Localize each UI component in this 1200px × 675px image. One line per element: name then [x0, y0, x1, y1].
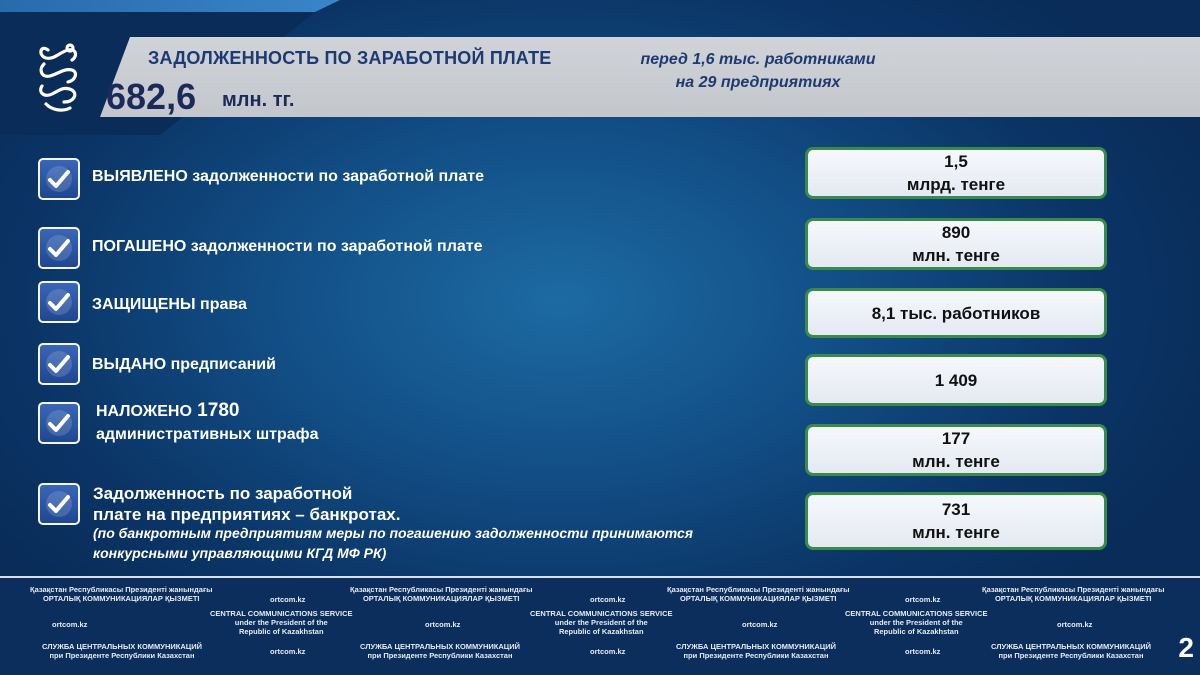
- footer-site-link[interactable]: ortcom.kz: [590, 647, 626, 656]
- value-repaid-number: 890: [941, 223, 971, 242]
- value-issued-number: 1 409: [934, 370, 978, 390]
- footer-ru-text: СЛУЖБА ЦЕНТРАЛЬНЫХ КОММУНИКАЦИЙ при Президенте Республики Казахстан: [676, 642, 837, 660]
- footer-kz-text: Қазақстан Республикасы Президенті жанындағы ОРТАЛЫҚ КОММУНИКАЦИЯЛАР ҚЫЗМЕТІ: [667, 585, 850, 603]
- footer-site-link[interactable]: ortcom.kz: [425, 620, 461, 629]
- footer-site-link[interactable]: ortcom.kz: [905, 647, 941, 656]
- footer-site-link[interactable]: ortcom.kz: [742, 620, 778, 629]
- value-protected-number: 8,1 тыс. работников: [871, 303, 1041, 323]
- row-protected-text: [92, 294, 247, 315]
- value-repaid-unit: млн. тенге: [912, 246, 1000, 265]
- row-detected-rest: задолженности по заработной плате: [187, 168, 484, 185]
- row-repaid-bold: ПОГАШЕНО: [92, 238, 187, 255]
- row-fined-number: 1780: [191, 400, 240, 421]
- footer-kz-text: Қазақстан Республикасы Президенті жанындағы ОРТАЛЫҚ КОММУНИКАЦИЯЛАР ҚЫЗМЕТІ: [982, 585, 1165, 603]
- total-debt-unit: млн. тг.: [222, 89, 295, 111]
- row-detected-text: [92, 166, 484, 187]
- footer-ru-text: СЛУЖБА ЦЕНТРАЛЬНЫХ КОММУНИКАЦИЙ при Президенте Республики Казахстан: [991, 642, 1152, 660]
- row-bankrupt-note-line2: конкурсными управляющими КГД МФ РК): [93, 545, 387, 561]
- value-box-issued: [805, 354, 1107, 406]
- checkmark-icon: [38, 483, 80, 525]
- row-bankrupt-note: [93, 523, 693, 563]
- row-bankrupt-note-line1: (по банкротным предприятиям меры по погашению задолженности принимаются: [93, 525, 694, 541]
- snow-leopard-logo: [34, 40, 82, 116]
- row-bankrupt-line1: Задолженность по заработной: [93, 484, 353, 503]
- row-issued-rest: предписаний: [166, 356, 276, 373]
- header-note-line1: перед 1,6 тыс. работниками: [640, 51, 876, 68]
- value-detected-number: 1,5: [944, 152, 968, 171]
- value-box-detected: [805, 147, 1107, 199]
- checkmark-icon: [38, 402, 80, 444]
- header-note-line2: на 29 предприятиях: [675, 74, 841, 91]
- header-note: [600, 48, 916, 94]
- value-box-bankrupt: [805, 492, 1107, 550]
- row-fined-text: [96, 400, 319, 445]
- checkmark-icon: [38, 343, 80, 385]
- row-bankrupt-line2: плате на предприятиях – банкротах.: [93, 505, 401, 524]
- page-number: 2: [1178, 632, 1194, 663]
- value-box-repaid: [805, 218, 1107, 270]
- footer-site-link[interactable]: ortcom.kz: [52, 620, 88, 629]
- page-title: ЗАДОЛЖЕННОСТЬ ПО ЗАРАБОТНОЙ ПЛАТЕ: [148, 48, 552, 68]
- value-bankrupt-number: 731: [941, 500, 971, 519]
- footer-ru-text: СЛУЖБА ЦЕНТРАЛЬНЫХ КОММУНИКАЦИЙ при Президенте Республики Казахстан: [360, 642, 521, 660]
- footer-site-link[interactable]: ortcom.kz: [270, 647, 306, 656]
- checkmark-icon: [38, 227, 80, 269]
- row-repaid-rest: задолженности по заработной плате: [186, 238, 483, 255]
- footer-site-link[interactable]: ortcom.kz: [905, 595, 941, 604]
- footer-en-text: CENTRAL COMMUNICATIONS SERVICE under the President of the Republic of Kazakhstan: [530, 609, 673, 636]
- row-issued-bold: ВЫДАНО: [92, 356, 167, 373]
- value-bankrupt-unit: млн. тенге: [912, 523, 1000, 542]
- row-fined-bold: НАЛОЖЕНО: [96, 403, 192, 420]
- footer-kz-text: Қазақстан Республикасы Президенті жанындағы ОРТАЛЫҚ КОММУНИКАЦИЯЛАР ҚЫЗМЕТІ: [30, 585, 213, 603]
- row-detected-bold: ВЫЯВЛЕНО: [92, 168, 188, 185]
- footer-kz-text: Қазақстан Республикасы Президенті жанындағы ОРТАЛЫҚ КОММУНИКАЦИЯЛАР ҚЫЗМЕТІ: [350, 585, 533, 603]
- row-fined-line2: административных штрафа: [96, 426, 319, 443]
- value-box-protected: [805, 288, 1107, 338]
- checkmark-icon: [38, 281, 80, 323]
- footer-site-link[interactable]: ortcom.kz: [270, 595, 306, 604]
- footer-en-text: CENTRAL COMMUNICATIONS SERVICE under the President of the Republic of Kazakhstan: [210, 609, 353, 636]
- row-bankrupt-text: [93, 483, 400, 525]
- total-debt-amount: 682,6: [106, 76, 197, 117]
- row-protected-bold: ЗАЩИЩЕНЫ: [92, 296, 196, 313]
- row-repaid-text: [92, 236, 483, 257]
- footer-site-link[interactable]: ortcom.kz: [590, 595, 626, 604]
- value-detected-unit: млрд. тенге: [906, 175, 1006, 194]
- value-box-fined: [805, 424, 1107, 476]
- footer-en-text: CENTRAL COMMUNICATIONS SERVICE under the President of the Republic of Kazakhstan: [845, 609, 988, 636]
- footer-ru-text: СЛУЖБА ЦЕНТРАЛЬНЫХ КОММУНИКАЦИЙ при Президенте Республики Казахстан: [42, 642, 203, 660]
- value-fined-unit: млн. тенге: [912, 452, 1000, 471]
- footer-site-link[interactable]: ortcom.kz: [1057, 620, 1093, 629]
- row-issued-text: [92, 354, 276, 375]
- checkmark-icon: [38, 158, 80, 200]
- value-fined-number: 177: [941, 429, 971, 448]
- row-protected-rest: права: [195, 296, 247, 313]
- footer: [0, 578, 1200, 675]
